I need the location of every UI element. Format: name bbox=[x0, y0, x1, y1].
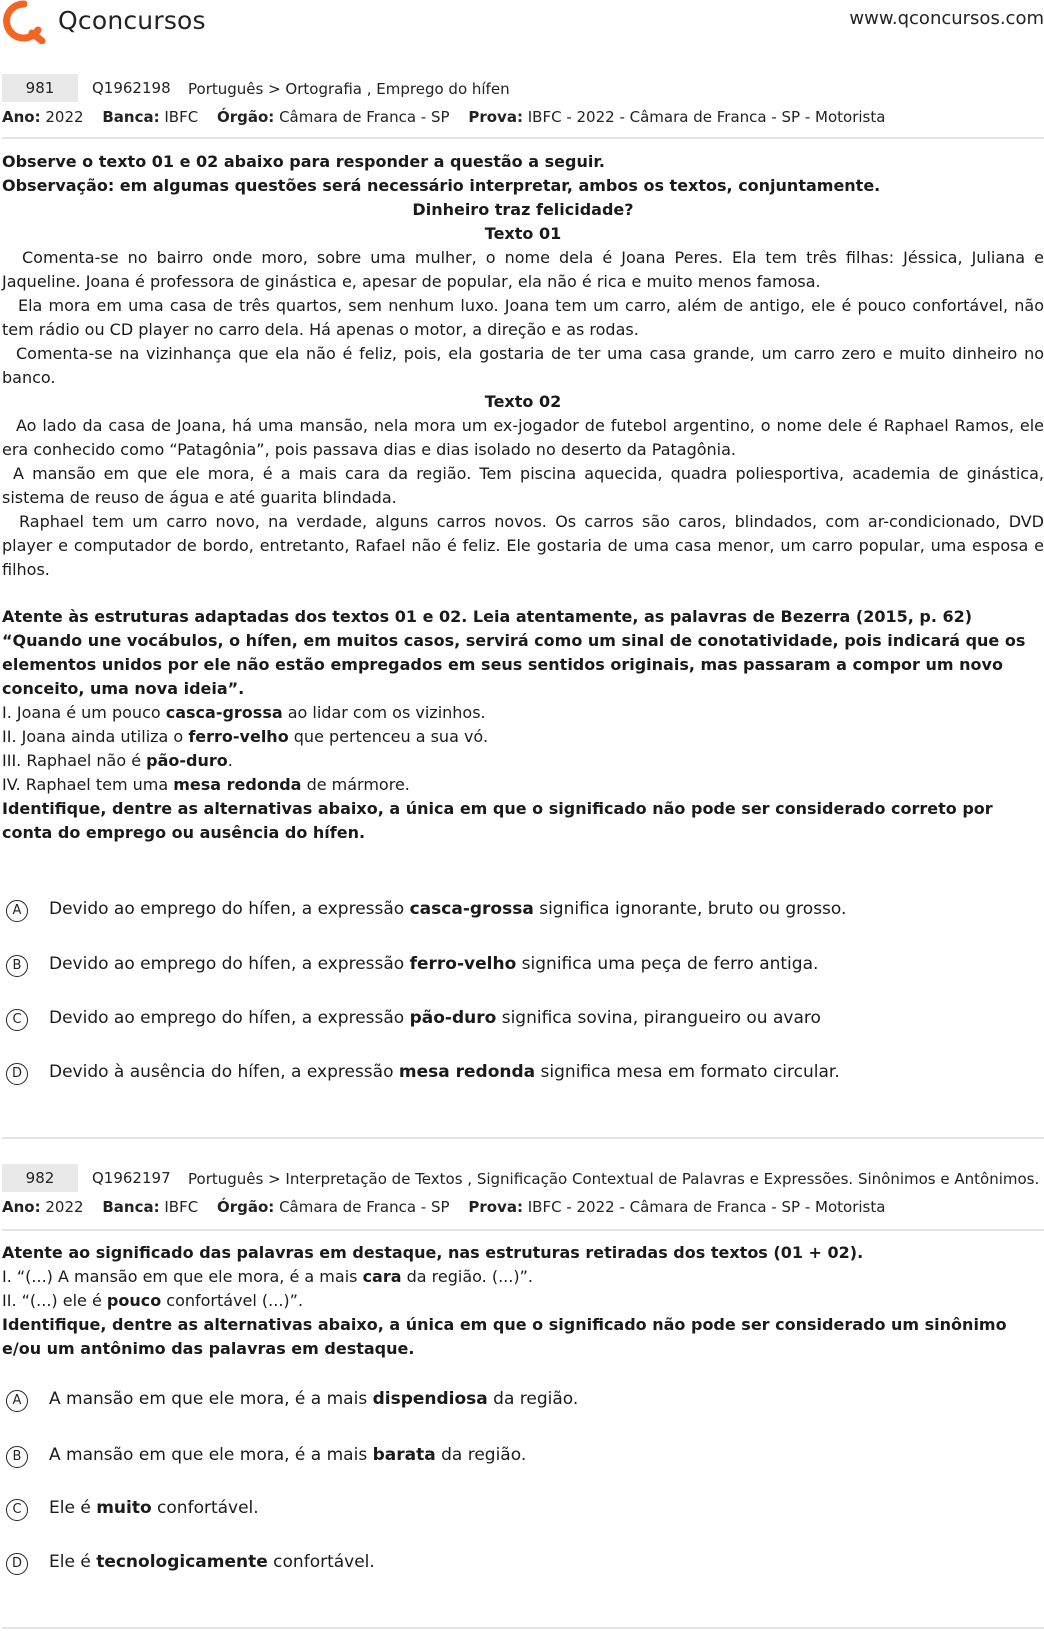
question-subject[interactable]: Português > Ortografia , Emprego do hífen bbox=[188, 80, 510, 98]
alternative-letter[interactable]: D bbox=[6, 1063, 28, 1085]
alternative-text: Ele é muito confortável. bbox=[49, 1498, 259, 1518]
text-title: Dinheiro traz felicidade? bbox=[412, 200, 634, 219]
divider bbox=[2, 1229, 1044, 1231]
paragraph: Comenta-se no bairro onde moro, sobre uma mulher, o nome dela é Joana Peres. Ela tem três filhas: Jéssica, Juliana e Jaqueline. Joana é professora de ginástica e, apesar de popular, ela não é rica e muito menos famosa. bbox=[2, 248, 1044, 291]
alternative-text: A mansão em que ele mora, é a mais dispendiosa da região. bbox=[49, 1389, 579, 1409]
intro-line: Observe o texto 01 e 02 abaixo para responder a questão a seguir. bbox=[2, 152, 605, 171]
paragraph: Ao lado da casa de Joana, há uma mansão, nela mora um ex-jogador de futebol argentino, o nome dele é Raphael Ramos, ele era conhecido como “Patagônia”, pois passava dias e dias isolado no deserto da Patagônia. bbox=[2, 416, 1044, 459]
question-number: 982 bbox=[2, 1164, 78, 1192]
divider bbox=[2, 1627, 1044, 1629]
question-text bbox=[2, 150, 1044, 582]
question-prompt bbox=[2, 605, 1044, 845]
instruction: Identifique, dentre as alternativas abaixo, a única em que o significado não pode ser considerado um sinônimo e/ou um antônimo das palavras em destaque. bbox=[2, 1315, 1007, 1358]
list-item: I. “(...) A mansão em que ele mora, é a mais cara da região. (...)”. bbox=[2, 1267, 533, 1286]
divider bbox=[2, 1137, 1044, 1139]
alternative-text: Devido ao emprego do hífen, a expressão pão-duro significa sovina, pirangueiro ou avaro bbox=[49, 1008, 821, 1028]
alternative-c[interactable] bbox=[2, 1497, 1044, 1525]
alternative-a[interactable] bbox=[2, 898, 1044, 926]
alternative-text: Devido ao emprego do hífen, a expressão casca-grossa significa ignorante, bruto ou grosso. bbox=[49, 899, 847, 919]
alternative-letter[interactable]: C bbox=[6, 1499, 28, 1521]
alternative-letter[interactable]: B bbox=[6, 955, 28, 977]
instruction: Identifique, dentre as alternativas abaixo, a única em que o significado não pode ser considerado correto por conta do emprego ou ausência do hífen. bbox=[2, 799, 993, 842]
alternative-letter[interactable]: B bbox=[6, 1446, 28, 1468]
list-item: II. “(...) ele é pouco confortável (...)”. bbox=[2, 1291, 304, 1310]
question-meta: Ano: 2022 Banca: IBFC Órgão: Câmara de Franca - SP Prova: IBFC - 2022 - Câmara de Franca - SP - Motorista bbox=[2, 108, 886, 126]
alternative-c[interactable] bbox=[2, 1007, 1044, 1035]
alternative-a[interactable] bbox=[2, 1388, 1044, 1416]
paragraph: Raphael tem um carro novo, na verdade, alguns carros novos. Os carros são caros, blindados, com ar-condicionado, DVD player e computador de bordo, entretanto, Rafael não é feliz. Ele gostaria de uma casa menor, um carro popular, uma esposa e filhos. bbox=[2, 512, 1044, 579]
intro-line: Observação: em algumas questões será necessário interpretar, ambos os textos, conjuntamente. bbox=[2, 176, 881, 195]
question-subject[interactable]: Português > Interpretação de Textos , Significação Contextual de Palavras e Expressões. Sinônimos e Antônimos. bbox=[188, 1170, 1040, 1188]
list-item: I. Joana é um pouco casca-grossa ao lidar com os vizinhos. bbox=[2, 703, 486, 722]
question-id[interactable]: Q1962198 bbox=[92, 79, 171, 97]
list-item: IV. Raphael tem uma mesa redonda de mármore. bbox=[2, 775, 410, 794]
question-prompt bbox=[2, 1241, 1044, 1361]
site-url[interactable]: www.qconcursos.com bbox=[849, 8, 1044, 29]
question-id[interactable]: Q1962197 bbox=[92, 1169, 171, 1187]
paragraph: Comenta-se na vizinhança que ela não é feliz, pois, ela gostaria de ter uma casa grande, um carro zero e muito dinheiro no banco. bbox=[2, 344, 1044, 387]
alternative-letter[interactable]: A bbox=[6, 1390, 28, 1412]
page-header bbox=[0, 0, 1044, 52]
alternative-d[interactable] bbox=[2, 1551, 1044, 1579]
texto-01-label: Texto 01 bbox=[484, 224, 562, 243]
alternative-text: Ele é tecnologicamente confortável. bbox=[49, 1552, 375, 1572]
question-number: 981 bbox=[2, 74, 78, 102]
paragraph: Ela mora em uma casa de três quartos, sem nenhum luxo. Joana tem um carro, além de antigo, ele é pouco confortável, não tem rádio ou CD player no carro dela. Há apenas o motor, a direção e as rodas. bbox=[2, 296, 1044, 339]
alternative-letter[interactable]: C bbox=[6, 1009, 28, 1031]
alternative-letter[interactable]: A bbox=[6, 900, 28, 922]
prompt: Atente ao significado das palavras em destaque, nas estruturas retiradas dos textos (01 + 02). bbox=[2, 1243, 864, 1262]
list-item: II. Joana ainda utiliza o ferro-velho que pertenceu a sua vó. bbox=[2, 727, 489, 746]
alternative-letter[interactable]: D bbox=[6, 1553, 28, 1575]
logo-text[interactable]: Qconcursos bbox=[58, 6, 206, 35]
texto-02-label: Texto 02 bbox=[484, 392, 562, 411]
question-header bbox=[2, 74, 1044, 134]
list-item: III. Raphael não é pão-duro. bbox=[2, 751, 233, 770]
alternative-d[interactable] bbox=[2, 1061, 1044, 1089]
paragraph: A mansão em que ele mora, é a mais cara da região. Tem piscina aquecida, quadra poliesportiva, academia de ginástica, sistema de reuso de água e até guarita blindada. bbox=[2, 464, 1044, 507]
question-header bbox=[2, 1164, 1044, 1224]
alternative-b[interactable] bbox=[2, 1444, 1044, 1472]
question-meta: Ano: 2022 Banca: IBFC Órgão: Câmara de Franca - SP Prova: IBFC - 2022 - Câmara de Franca - SP - Motorista bbox=[2, 1198, 886, 1216]
alternative-text: Devido à ausência do hífen, a expressão mesa redonda significa mesa em formato circular. bbox=[49, 1062, 840, 1082]
divider bbox=[2, 137, 1044, 139]
alternative-text: Devido ao emprego do hífen, a expressão ferro-velho significa uma peça de ferro antiga. bbox=[49, 954, 819, 974]
prompt: Atente às estruturas adaptadas dos textos 01 e 02. Leia atentamente, as palavras de Bezerra (2015, p. 62) “Quando une vocábulos, o hífen, em muitos casos, servirá como um sinal de conotatividade, pois indicará que os elementos unidos por ele não estão empregados em seus sentidos originais, mas passaram a compor um novo conceito, uma nova ideia”. bbox=[2, 607, 1026, 698]
alternative-text: A mansão em que ele mora, é a mais barata da região. bbox=[49, 1445, 527, 1465]
alternative-b[interactable] bbox=[2, 953, 1044, 981]
qconcursos-logo-icon[interactable] bbox=[2, 0, 46, 44]
